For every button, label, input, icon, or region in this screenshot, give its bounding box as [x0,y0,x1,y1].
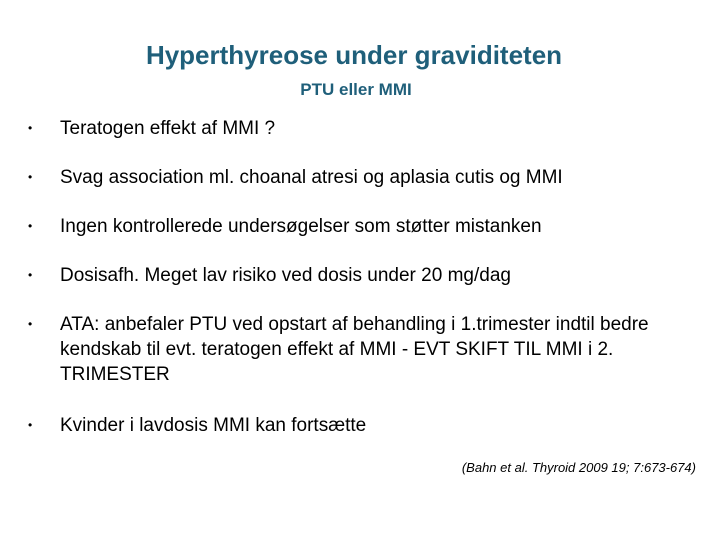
bullet-text: Ingen kontrollerede undersøgelser som støtter mistanken [60,216,542,237]
bullet-item-dose [26,263,706,288]
bullet-list [26,116,706,462]
bullet-item-ata [26,312,706,387]
bullet-marker: • [28,418,33,432]
bullet-marker: • [28,268,33,282]
bullet-item-association [26,165,706,190]
bullet-item-studies [26,214,706,239]
bullet-marker: • [28,219,33,233]
bullet-item-low-dose [26,413,706,438]
bullet-marker: • [28,170,33,184]
bullet-text: Svag association ml. choanal atresi og aplasia cutis og MMI [60,167,563,188]
bullet-text: Kvinder i lavdosis MMI kan fortsætte [60,415,367,436]
bullet-text: ATA: anbefaler PTU ved opstart af behandling i 1.trimester indtil bedre kendskab til evt. teratogen effekt af MMI - EVT SKIFT TIL MMI i 2. TRIMESTER [60,314,649,385]
bullet-text: Teratogen effekt af MMI ? [60,118,276,139]
slide-title: Hyperthyreose under graviditeten [145,40,563,70]
bullet-marker: • [28,317,33,331]
slide-subtitle: PTU eller MMI [300,80,412,99]
citation: (Bahn et al. Thyroid 2009 19; 7:673-674) [461,460,696,475]
bullet-item-teratogen [26,116,706,141]
bullet-marker: • [28,121,33,135]
bullet-text: Dosisafh. Meget lav risiko ved dosis under 20 mg/dag [60,265,511,286]
